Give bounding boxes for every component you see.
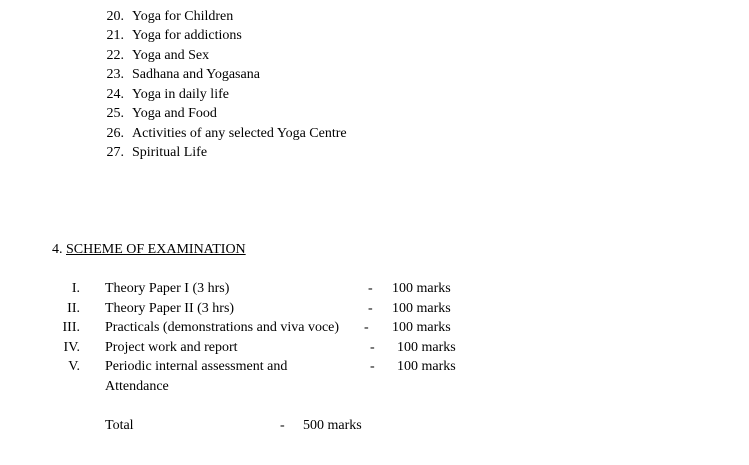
scheme-roman: III. bbox=[62, 320, 80, 335]
total-label: Total bbox=[105, 418, 134, 433]
scheme-dash: - bbox=[368, 301, 373, 316]
scheme-item: Practicals (demonstrations and viva voce) bbox=[105, 320, 340, 335]
section-heading bbox=[52, 241, 246, 259]
topic-number: 24. bbox=[106, 87, 124, 102]
scheme-item: Theory Paper I (3 hrs) bbox=[105, 281, 230, 296]
topic-number: 22. bbox=[106, 48, 124, 63]
scheme-roman: II. bbox=[67, 301, 80, 316]
scheme-item: Project work and report bbox=[105, 340, 238, 355]
scheme-item-continued: Attendance bbox=[105, 379, 169, 394]
scheme-marks: 100 marks bbox=[397, 359, 456, 374]
topic-number: 21. bbox=[106, 28, 124, 43]
topic-text: Yoga and Sex bbox=[132, 48, 210, 63]
topic-text: Yoga in daily life bbox=[132, 87, 229, 102]
scheme-dash: - bbox=[370, 359, 375, 374]
scheme-roman: I. bbox=[71, 281, 80, 296]
topic-text: Yoga for addictions bbox=[132, 28, 242, 43]
total-dash: - bbox=[280, 418, 285, 433]
scheme-roman: IV. bbox=[63, 340, 80, 355]
topic-number: 25. bbox=[106, 106, 124, 121]
topic-number: 27. bbox=[106, 145, 124, 160]
scheme-item: Periodic internal assessment and bbox=[105, 359, 288, 374]
scheme-roman: V. bbox=[68, 359, 80, 374]
scheme-item: Theory Paper II (3 hrs) bbox=[105, 301, 235, 316]
topic-text: Spiritual Life bbox=[132, 145, 208, 160]
topic-number: 26. bbox=[106, 126, 124, 141]
scheme-marks: 100 marks bbox=[392, 301, 451, 316]
topic-number: 23. bbox=[106, 67, 124, 82]
scheme-dash: - bbox=[368, 281, 373, 296]
topic-text: Sadhana and Yogasana bbox=[132, 67, 260, 82]
scheme-marks: 100 marks bbox=[392, 320, 451, 335]
scheme-marks: 100 marks bbox=[392, 281, 451, 296]
topic-text: Yoga for Children bbox=[132, 9, 234, 24]
scheme-dash: - bbox=[364, 320, 369, 335]
topic-number: 20. bbox=[106, 9, 124, 24]
scheme-marks: 100 marks bbox=[397, 340, 456, 355]
topic-text: Yoga and Food bbox=[132, 106, 217, 121]
section-title: SCHEME OF EXAMINATION bbox=[66, 242, 246, 257]
topic-text: Activities of any selected Yoga Centre bbox=[132, 126, 347, 141]
total-marks: 500 marks bbox=[303, 418, 362, 433]
section-number: 4. bbox=[52, 242, 63, 257]
scheme-dash: - bbox=[370, 340, 375, 355]
